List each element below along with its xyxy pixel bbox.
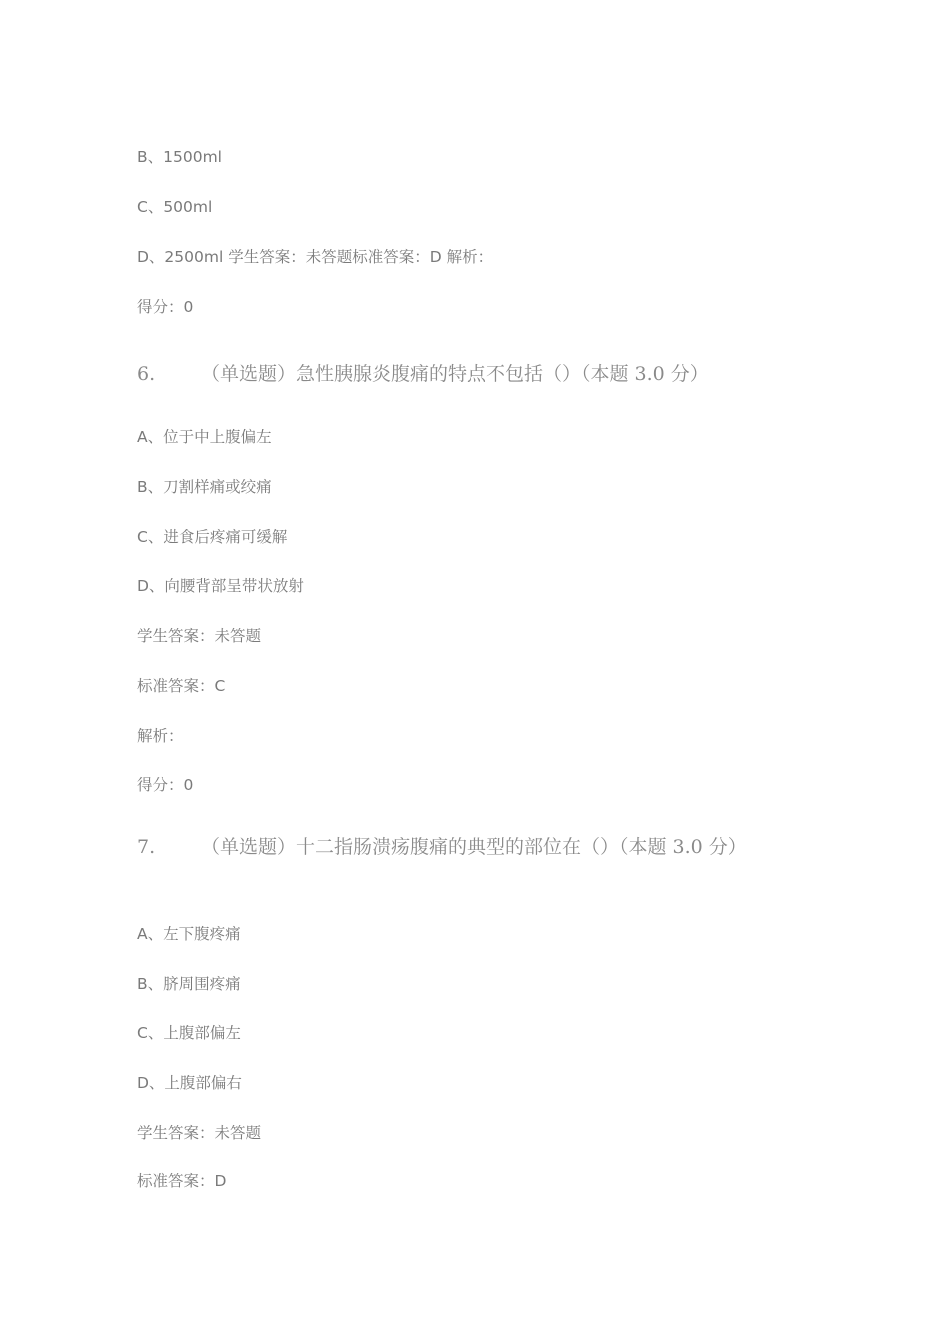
question-text: （单选题）十二指肠溃疡腹痛的典型的部位在（）（本题 3.0 分） xyxy=(201,836,747,858)
question-number: 6. xyxy=(137,363,156,385)
option-d: D、向腰背部呈带状放射 xyxy=(137,577,304,595)
option-b: B、1500ml xyxy=(137,148,222,166)
option-d-with-answer: D、2500ml 学生答案：未答题标准答案：D 解析： xyxy=(137,248,494,266)
option-b: B、刀割样痛或绞痛 xyxy=(137,478,272,496)
option-b: B、脐周围疼痛 xyxy=(137,975,241,993)
option-c: C、上腹部偏左 xyxy=(137,1024,241,1042)
question-6-title xyxy=(137,362,777,387)
question-text: （单选题）急性胰腺炎腹痛的特点不包括（）（本题 3.0 分） xyxy=(201,363,709,385)
question-number: 7. xyxy=(137,836,156,858)
option-c: C、500ml xyxy=(137,198,213,216)
student-answer: 学生答案：未答题 xyxy=(137,627,262,645)
option-a: A、左下腹疼痛 xyxy=(137,925,241,943)
student-answer: 学生答案：未答题 xyxy=(137,1124,262,1142)
score: 得分：0 xyxy=(137,776,194,794)
question-7-title xyxy=(137,835,777,860)
score: 得分：0 xyxy=(137,298,194,316)
option-d: D、上腹部偏右 xyxy=(137,1074,242,1092)
analysis: 解析： xyxy=(137,727,184,745)
standard-answer: 标准答案：C xyxy=(137,677,226,695)
option-c: C、进食后疼痛可缓解 xyxy=(137,528,288,546)
standard-answer: 标准答案：D xyxy=(137,1172,227,1190)
option-a: A、位于中上腹偏左 xyxy=(137,428,272,446)
